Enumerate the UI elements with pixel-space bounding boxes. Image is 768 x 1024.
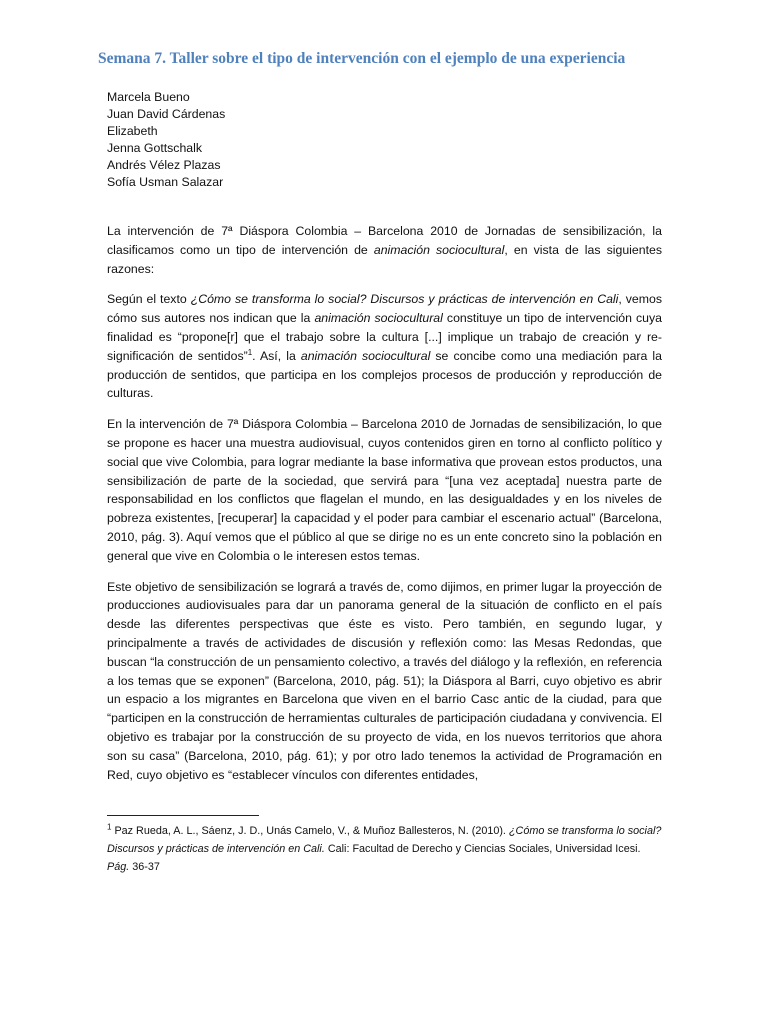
text-span: , en vista de las siguientes razones: [107, 242, 662, 276]
footnote-divider [107, 815, 259, 816]
paragraph-2 [107, 290, 662, 403]
author-name: Marcela Bueno [107, 90, 190, 104]
text-span: Cali: Facultad de Derecho y Ciencias Sociales, Universidad Icesi. [324, 843, 641, 855]
footnote-number: 1 [107, 822, 112, 832]
footnote-reference[interactable]: 1 [247, 347, 253, 357]
text-span: constituye un tipo de intervención cuya finalidad es “propone[r] que el trabajo sobre la cultura [...] implique un trabajo de creación y re-significación de sentidos” [107, 311, 662, 363]
author-list [107, 89, 225, 191]
paragraph-4: Este objetivo de sensibilización se logrará a través de, como dijimos, en primer lugar la proyección de producciones audiovisuales para dar un panorama general de la situación de conflicto en el país desde las diferentes perspectivas que éste es visto. Pero también, en segundo lugar, y principalmente a través de actividades de discusión y reflexión como: las Mesas Redondas, que buscan “la construcción de un pensamiento colectivo, a través del diálogo y la reflexión, en referencia a los temas que se exponen” (Barcelona, 2010, pág. 51); la Diáspora al Barri, cuyo objetivo es abrir un espacio a los migrantes en Barcelona que viven en el barrio Casc antic de la ciudad, para que “participen en la construcción de herramientas culturales de participación ciudadana y convivencia. El objetivo es trabajar por la construcción de su proyecto de vida, en los nuevos territorios que ahora son su casa” (Barcelona, 2010, pág. 61); y por otro lado tenemos la actividad de Programación en Red, cuyo objetivo es “establecer vínculos con diferentes entidades, [107, 579, 662, 782]
text-span: Paz Rueda, A. L., Sáenz, J. D., Unás Camelo, V., & Muñoz Ballesteros, N. (2010). [111, 825, 509, 837]
author-name: Jenna Gottschalk [107, 141, 203, 155]
author-name: Sofía Usman Salazar [107, 175, 224, 189]
text-span: 36-37 [129, 861, 160, 873]
document-body [107, 222, 662, 796]
author-name: Elizabeth [107, 124, 158, 138]
italic-term: animación sociocultural [373, 242, 505, 257]
text-span: , vemos cómo sus autores nos indican que la [107, 292, 662, 326]
italic-book-title: ¿Cómo se transforma lo social? Discursos y prácticas de intervención en Cali [190, 292, 619, 307]
document-title: Semana 7. Taller sobre el tipo de intervención con el ejemplo de una experiencia [98, 50, 626, 67]
paragraph-1 [107, 222, 662, 278]
author-name: Andrés Vélez Plazas [107, 158, 221, 172]
italic-abbrev: Pág. [107, 861, 130, 873]
italic-book-title: ¿Cómo se transforma lo social? Discursos y prácticas de intervención en Cali. [107, 825, 662, 855]
author-name: Juan David Cárdenas [107, 107, 226, 121]
footnote [107, 822, 662, 876]
italic-term: animación sociocultural [314, 311, 443, 326]
text-span: . Así, la [252, 348, 301, 363]
paragraph-3: En la intervención de 7ª Diáspora Colombia – Barcelona 2010 de Jornadas de sensibilización, lo que se propone es hacer una muestra audiovisual, cuyos contenidos giren en torno al conflicto político y social que vive Colombia, para lograr mediante la base informativa que provean estos productos, una sensibilización de parte de la sociedad, que servirá para “[una vez aceptada] nuestra parte de responsabilidad en los conflictos que flagelan el mundo, en las desigualdades y en los niveles de pobreza existentes, [recuperar] la capacidad y el poder para cambiar el escenario actual” (Barcelona, 2010, pág. 3). Aquí vemos que el público al que se dirige no es un ente concreto sino la población en general que vive en Colombia o le interesen estos temas. [107, 417, 662, 563]
text-span: se concibe como una mediación para la producción de sentidos, que participa en los complejos procesos de producción y reproducción de culturas. [107, 348, 662, 401]
text-span: La intervención de 7ª Diáspora Colombia – Barcelona 2010 de Jornadas de sensibilización, la clasificamos como un tipo de intervención de [107, 224, 662, 257]
text-span: Según el texto [107, 292, 191, 307]
italic-term: animación sociocultural [300, 348, 431, 363]
